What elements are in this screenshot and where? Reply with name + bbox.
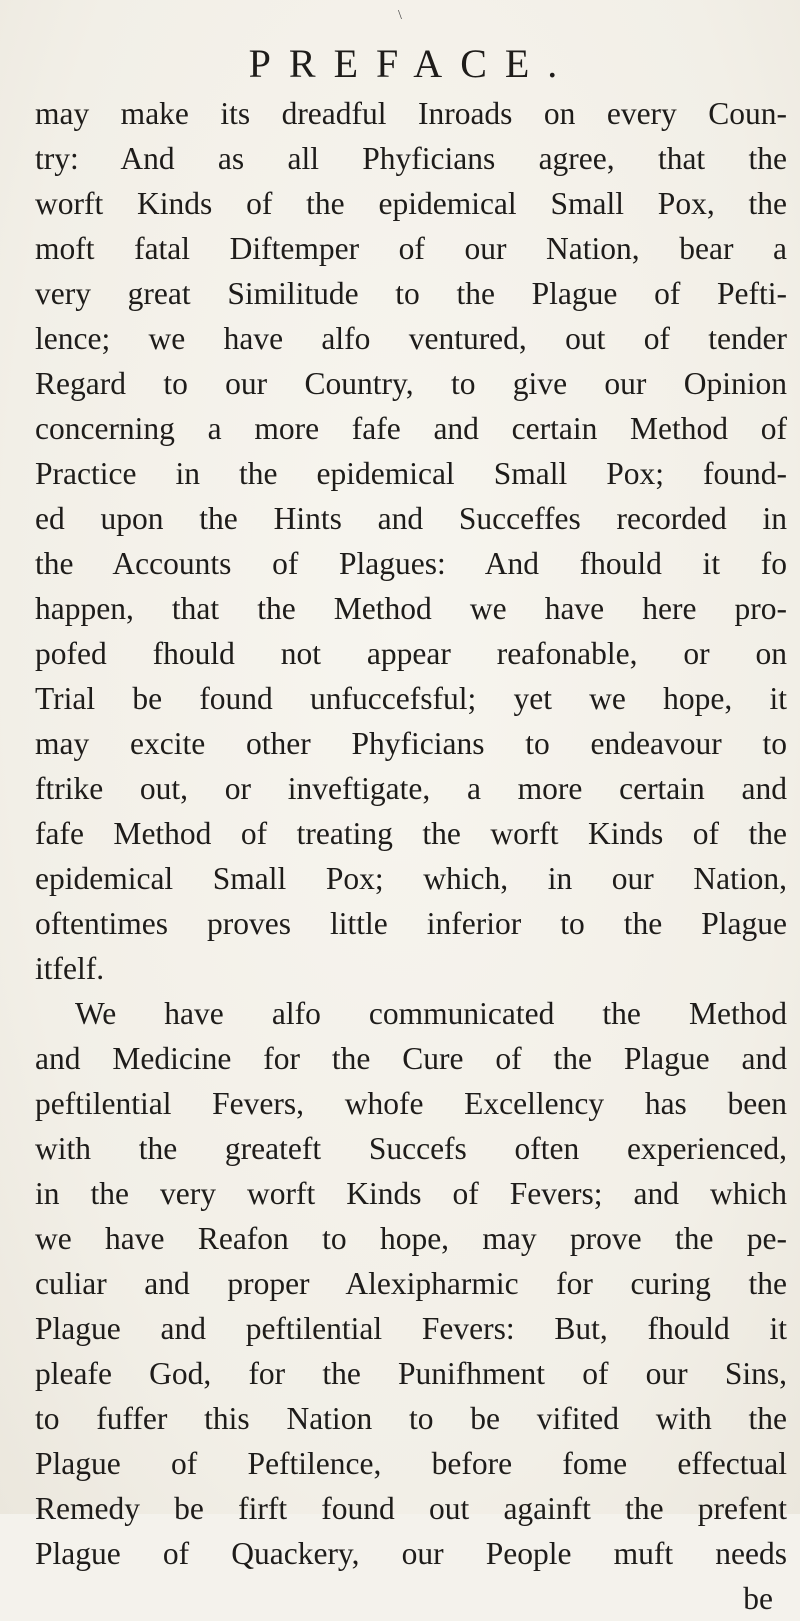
body-text bbox=[35, 91, 787, 1621]
text-line: Practice in the epidemical Small Pox; found- bbox=[35, 456, 787, 491]
text-line: worft Kinds of the epidemical Small Pox, the bbox=[35, 186, 787, 221]
catchword: be bbox=[743, 1581, 773, 1616]
text-line: moft fatal Diftemper of our Nation, bear a bbox=[35, 231, 787, 266]
text-line: Plague of Quackery, our People muft needs bbox=[35, 1536, 787, 1571]
text-line: pofed fhould not appear reafonable, or on bbox=[35, 636, 787, 671]
text-line: Plague of Peftilence, before fome effectual bbox=[35, 1446, 787, 1481]
text-line: ed upon the Hints and Succeffes recorded in bbox=[35, 501, 787, 536]
text-line: fafe Method of treating the worft Kinds of the bbox=[35, 816, 787, 851]
text-line: peftilential Fevers, whofe Excellency has been bbox=[35, 1086, 787, 1121]
text-line: oftentimes proves little inferior to the Plague bbox=[35, 906, 787, 941]
text-line: with the greateft Succefs often experienced, bbox=[35, 1131, 787, 1166]
text-line: itfelf. bbox=[35, 951, 105, 986]
text-line: may make its dreadful Inroads on every Coun- bbox=[35, 96, 787, 131]
text-line: concerning a more fafe and certain Method of bbox=[35, 411, 787, 446]
text-line: We have alfo communicated the Method bbox=[75, 996, 787, 1031]
page-header: PREFACE. bbox=[248, 41, 576, 86]
text-line: epidemical Small Pox; which, in our Nation, bbox=[35, 861, 787, 896]
text-line: Regard to our Country, to give our Opinion bbox=[35, 366, 787, 401]
text-line: culiar and proper Alexipharmic for curing the bbox=[35, 1266, 787, 1301]
text-line: Plague and peftilential Fevers: But, fhould it bbox=[35, 1311, 787, 1346]
text-line: lence; we have alfo ventured, out of tender bbox=[35, 321, 787, 356]
text-line: in the very worft Kinds of Fevers; and which bbox=[35, 1176, 787, 1211]
text-line: Trial be found unfuccefsful; yet we hope, it bbox=[35, 681, 787, 716]
page-mark: \ bbox=[398, 8, 402, 23]
text-line: try: And as all Phyficians agree, that the bbox=[35, 141, 787, 176]
text-line: to fuffer this Nation to be vifited with the bbox=[35, 1401, 787, 1436]
text-line: the Accounts of Plagues: And fhould it fo bbox=[35, 546, 787, 581]
text-line: we have Reafon to hope, may prove the pe- bbox=[35, 1221, 787, 1256]
text-line: and Medicine for the Cure of the Plague and bbox=[35, 1041, 787, 1076]
text-line: pleafe God, for the Punifhment of our Sins, bbox=[35, 1356, 787, 1391]
text-line: very great Similitude to the Plague of Pefti- bbox=[35, 276, 787, 311]
text-line: Remedy be firft found out againft the prefent bbox=[35, 1491, 787, 1526]
text-line: may excite other Phyficians to endeavour to bbox=[35, 726, 787, 761]
text-line: ftrike out, or inveftigate, a more certain and bbox=[35, 771, 787, 806]
text-line: happen, that the Method we have here pro- bbox=[35, 591, 787, 626]
